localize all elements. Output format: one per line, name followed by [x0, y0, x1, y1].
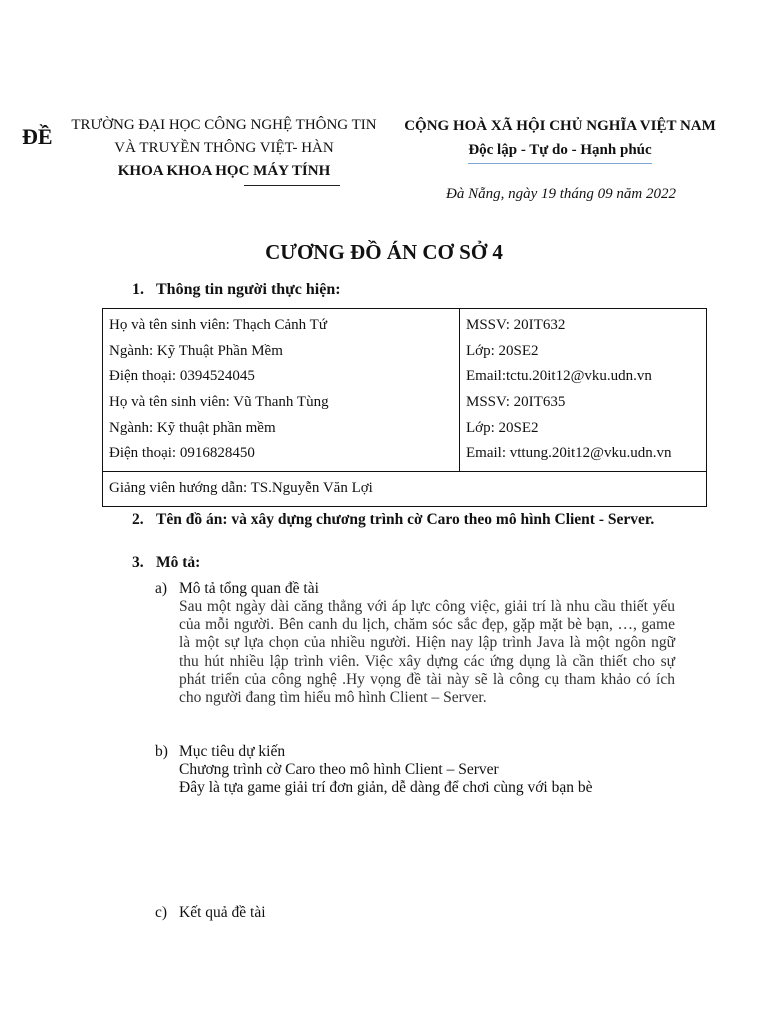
subsection-b-line1: Chương trình cờ Caro theo mô hình Client – Server [179, 761, 499, 778]
section3-heading [132, 554, 200, 572]
section2 [132, 510, 672, 529]
subsection-a [155, 580, 675, 707]
section3-title: Mô tả: [156, 554, 201, 571]
advisor-line: Giảng viên hướng dẫn: TS.Nguyễn Văn Lợi [109, 480, 373, 497]
subsection-c-heading: Kết quả đề tài [179, 904, 266, 921]
table-row [103, 472, 707, 507]
table-line: Ngành: Kỹ thuật phần mềm [109, 419, 276, 436]
subsection-b [155, 743, 592, 797]
corner-mark: ĐỀ [22, 124, 53, 149]
student-info-table [102, 308, 707, 507]
national-title: CỘNG HOÀ XÃ HỘI CHỦ NGHĨA VIỆT NAM [404, 118, 716, 134]
table-row [103, 309, 707, 472]
subsection-c-label: c) [155, 904, 168, 921]
table-line: MSSV: 20IT635 [466, 394, 566, 411]
section1-heading [132, 281, 341, 299]
subsection-a-body: Sau một ngày dài căng thẳng với áp lực công việc, giải trí là nhu cầu thiết yếu của mỗi người. Bên canh du lịch, chăm sóc sắc đẹp, gặp mặt bè bạn, …, game là một sự lựa chọn của nhiều người. Hiện nay lập trình Java là một ngôn ngữ thu hút nhiều lập trình viên. Việc xây dựng các ứng dụng là cần thiết cho sự phát triển của công nghệ .Hy vọng đề tài này sẽ là công cụ tham khảo có ích cho người đang tìm hiểu mô hình Client – Server. [179, 598, 675, 707]
subsection-b-line2: Đây là tựa game giải trí đơn giản, dễ dàng để chơi cùng với bạn bè [179, 779, 593, 796]
advisor-cell [103, 472, 707, 507]
subsection-b-heading: Mục tiêu dự kiến [179, 743, 286, 760]
document-date: Đà Nẵng, ngày 19 tháng 09 năm 2022 [446, 186, 676, 202]
table-line: Điện thoại: 0394524045 [109, 368, 255, 385]
table-line: MSSV: 20IT632 [466, 317, 566, 333]
subsection-c [155, 904, 266, 922]
university-name-line2: VÀ TRUYỀN THÔNG VIỆT- HÀN [114, 140, 334, 156]
section2-number: 2. [132, 511, 144, 528]
section1-title: Thông tin người thực hiện: [156, 281, 341, 298]
subsection-a-label: a) [155, 580, 168, 597]
section2-title: Tên đồ án: và xây dựng chương trình cờ Caro theo mô hình Client - Server. [156, 511, 655, 528]
university-header [68, 114, 380, 186]
department-name: KHOA KHOA HỌC MÁY TÍNH [117, 163, 331, 179]
table-line: Lớp: 20SE2 [466, 342, 539, 359]
national-header [398, 114, 722, 164]
student-info-left-cell [103, 309, 460, 472]
table-line: Email:tctu.20it12@vku.udn.vn [466, 368, 652, 385]
document-title: CƯƠNG ĐỒ ÁN CƠ SỞ 4 [265, 240, 503, 264]
table-line: Điện thoại: 0916828450 [109, 445, 255, 462]
table-line: Lớp: 20SE2 [466, 419, 539, 436]
table-line: Họ và tên sinh viên: Thạch Cảnh Tứ [109, 317, 327, 333]
subsection-a-heading: Mô tả tổng quan đề tài [179, 580, 319, 597]
department-underline [244, 185, 340, 186]
section1-number: 1. [132, 281, 144, 298]
table-line: Họ và tên sinh viên: Vũ Thanh Tùng [109, 394, 329, 411]
section3-number: 3. [132, 554, 144, 571]
table-line: Email: vttung.20it12@vku.udn.vn [466, 445, 672, 462]
student-info-right-cell [460, 309, 707, 472]
subsection-b-label: b) [155, 743, 168, 760]
university-name-line1: TRƯỜNG ĐẠI HỌC CÔNG NGHỆ THÔNG TIN [71, 117, 377, 133]
national-motto: Độc lập - Tự do - Hạnh phúc [468, 138, 651, 164]
table-line: Ngành: Kỹ Thuật Phần Mềm [109, 342, 283, 359]
